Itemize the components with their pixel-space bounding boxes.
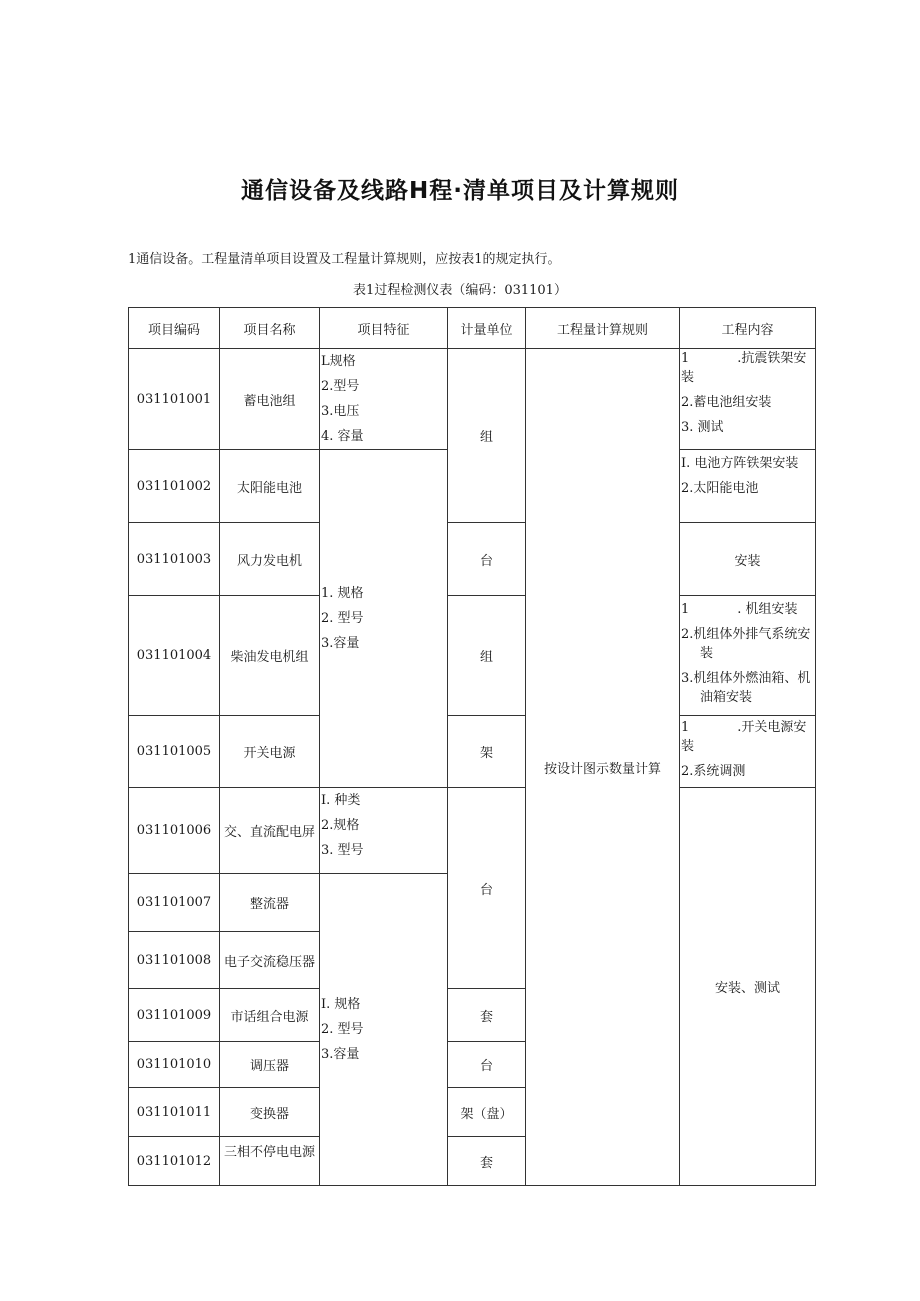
feature-line: 2. 型号 xyxy=(321,611,364,626)
feature-line: 3.容量 xyxy=(321,1047,360,1062)
work-line: .抗震铁架安 xyxy=(737,351,807,366)
item-work xyxy=(680,716,816,788)
work-line: 2.机组体外排气系统安 xyxy=(681,627,811,642)
feature-line: 2. 型号 xyxy=(321,1022,364,1037)
item-code: 031101012 xyxy=(129,1137,220,1186)
intro-paragraph: 1通信设备。工程量清单项目设置及工程量计算规则，应按表1的规定执行。 xyxy=(128,252,561,267)
item-code: 031101011 xyxy=(129,1088,220,1137)
feature-line: I. 种类 xyxy=(321,793,361,808)
item-code: 031101003 xyxy=(129,523,220,596)
item-work xyxy=(680,450,816,523)
item-name: 柴油发电机组 xyxy=(220,596,320,716)
item-unit: 台 xyxy=(448,523,526,596)
item-code: 031101007 xyxy=(129,874,220,932)
work-line: . 机组安装 xyxy=(737,602,798,617)
item-unit: 架 xyxy=(448,716,526,788)
item-name: 交、直流配电屏 xyxy=(220,788,320,874)
item-name: 风力发电机 xyxy=(220,523,320,596)
table-header-row xyxy=(129,308,816,349)
page-title: 通信设备及线路H程·清单项目及计算规则 xyxy=(241,178,679,204)
item-name: 三相不停电电源 xyxy=(220,1137,320,1186)
feature-line: 4. 容量 xyxy=(321,429,364,444)
work-line: .开关电源安 xyxy=(737,720,807,735)
work-line: 油箱安装 xyxy=(700,690,753,705)
table-row xyxy=(129,523,816,596)
item-code: 031101006 xyxy=(129,788,220,874)
work-line: 2.太阳能电池 xyxy=(681,481,759,496)
item-unit: 架（盘） xyxy=(448,1088,526,1137)
feature-line: I. 规格 xyxy=(321,997,361,1012)
item-name: 整流器 xyxy=(220,874,320,932)
item-features xyxy=(320,874,448,1186)
work-line: 3.机组体外燃油箱、机 xyxy=(681,671,811,686)
item-name: 变换器 xyxy=(220,1088,320,1137)
item-code: 031101001 xyxy=(129,349,220,450)
table-row xyxy=(129,349,816,450)
header-rule: 工程量计算规则 xyxy=(526,308,680,349)
feature-line: 3.容量 xyxy=(321,636,360,651)
header-unit: 计量单位 xyxy=(448,308,526,349)
item-work: 安装 xyxy=(680,523,816,596)
item-features xyxy=(320,349,448,450)
work-num: 1 xyxy=(681,602,690,617)
work-line: 装 xyxy=(700,646,714,661)
work-line: I. 电池方阵铁架安装 xyxy=(681,456,799,471)
item-unit: 组 xyxy=(448,596,526,716)
calculation-rule: 按设计图示数量计算 xyxy=(526,349,680,1186)
feature-line: 3.电压 xyxy=(321,404,360,419)
work-line: 2.系统调测 xyxy=(681,764,746,779)
item-name: 电子交流稳压器 xyxy=(220,932,320,989)
work-num: 1 xyxy=(681,720,690,735)
header-work: 工程内容 xyxy=(680,308,816,349)
header-features: 项目特征 xyxy=(320,308,448,349)
item-work xyxy=(680,596,816,716)
item-features xyxy=(320,450,448,788)
item-code: 031101008 xyxy=(129,932,220,989)
item-name: 蓄电池组 xyxy=(220,349,320,450)
item-code: 031101009 xyxy=(129,989,220,1042)
work-line: 装 xyxy=(681,370,695,385)
table-row xyxy=(129,788,816,874)
feature-line: L规格 xyxy=(321,354,356,369)
feature-line: 2.型号 xyxy=(321,379,360,394)
item-unit: 套 xyxy=(448,1137,526,1186)
item-work: 安装、测试 xyxy=(680,788,816,1186)
feature-line: 3. 型号 xyxy=(321,843,364,858)
header-code: 项目编码 xyxy=(129,308,220,349)
header-name: 项目名称 xyxy=(220,308,320,349)
item-code: 031101002 xyxy=(129,450,220,523)
work-num: 1 xyxy=(681,351,690,366)
item-unit: 台 xyxy=(448,788,526,989)
work-line: 2.蓄电池组安装 xyxy=(681,395,772,410)
feature-line: 1. 规格 xyxy=(321,586,364,601)
item-code: 031101010 xyxy=(129,1042,220,1088)
table-row xyxy=(129,596,816,716)
item-name: 市话组合电源 xyxy=(220,989,320,1042)
table-caption: 表1过程检测仪表（编码：031101） xyxy=(353,283,567,298)
item-name: 开关电源 xyxy=(220,716,320,788)
work-line: 3. 测试 xyxy=(681,420,724,435)
item-code: 031101005 xyxy=(129,716,220,788)
table-row xyxy=(129,716,816,788)
item-features xyxy=(320,788,448,874)
feature-line: 2.规格 xyxy=(321,818,360,833)
item-unit: 组 xyxy=(448,349,526,523)
item-unit: 台 xyxy=(448,1042,526,1088)
work-line: 装 xyxy=(681,739,695,754)
item-work xyxy=(680,349,816,450)
item-unit: 套 xyxy=(448,989,526,1042)
rules-table xyxy=(128,307,816,1186)
item-code: 031101004 xyxy=(129,596,220,716)
item-name: 太阳能电池 xyxy=(220,450,320,523)
item-name: 调压器 xyxy=(220,1042,320,1088)
